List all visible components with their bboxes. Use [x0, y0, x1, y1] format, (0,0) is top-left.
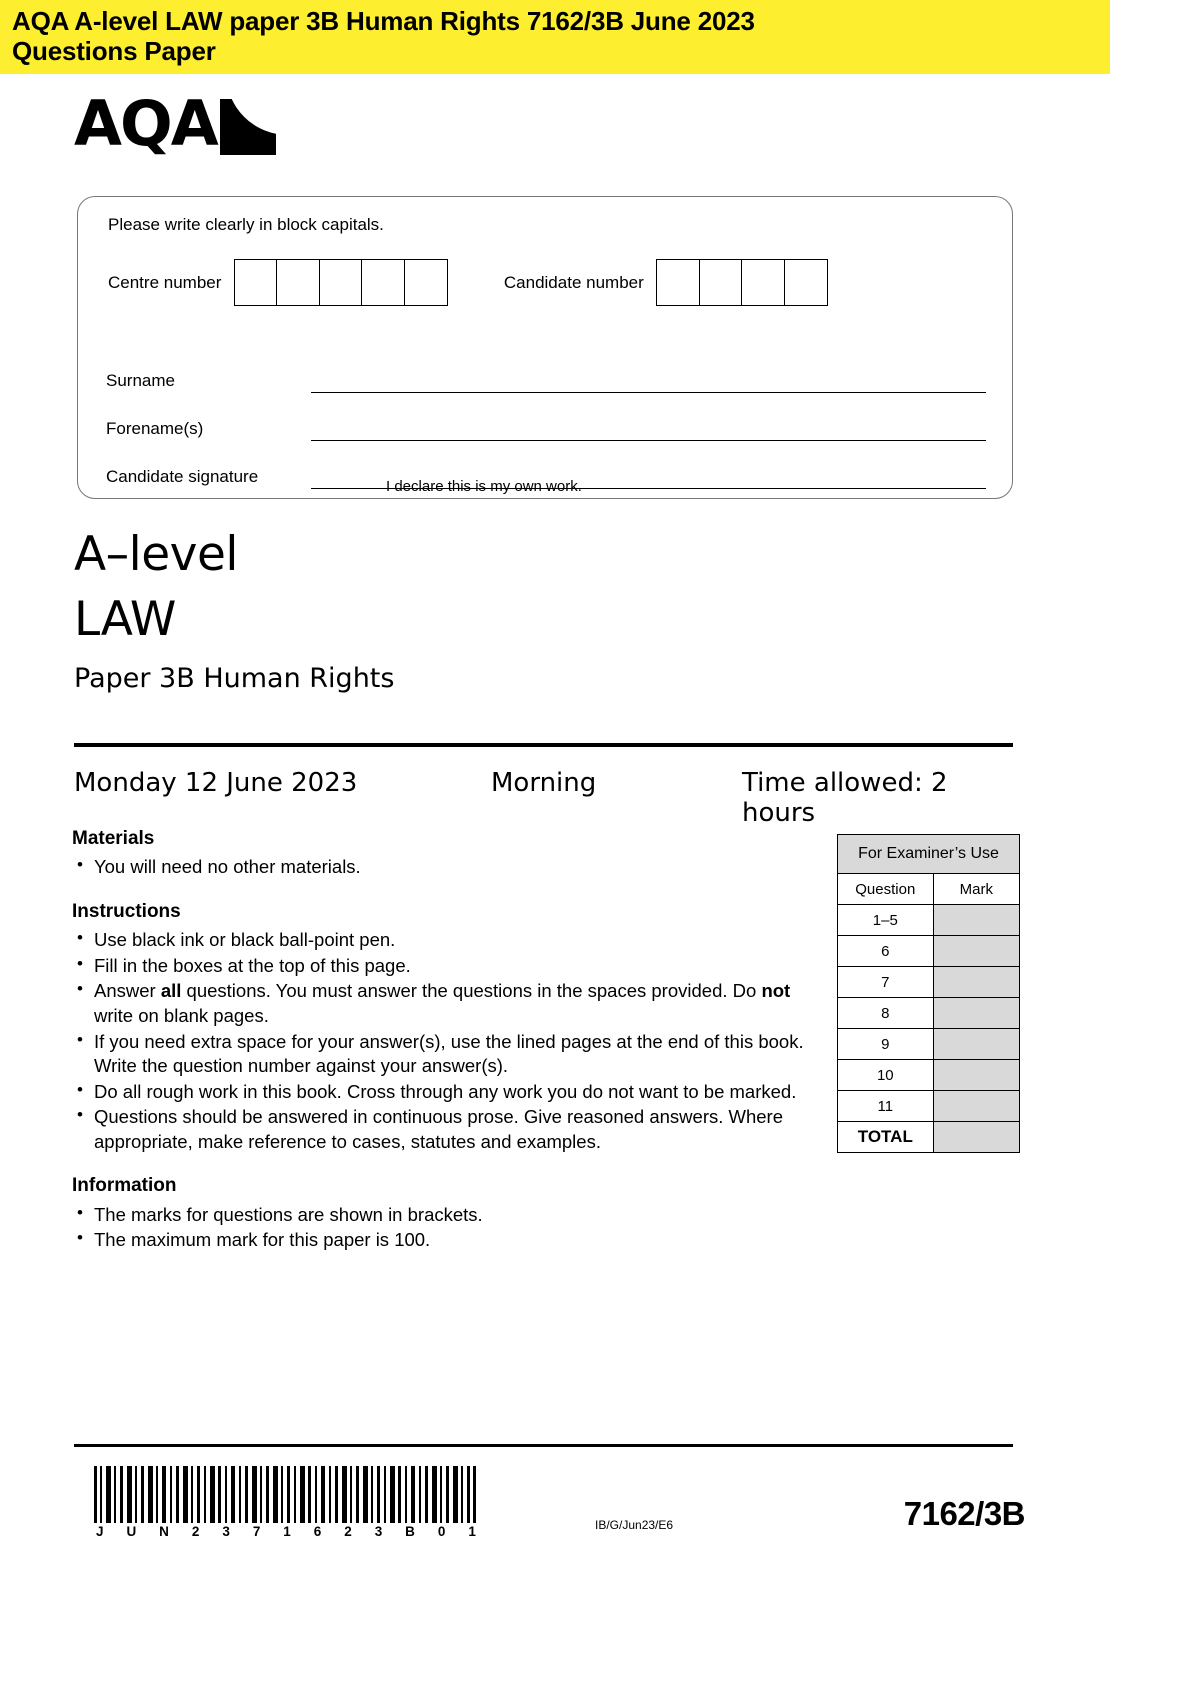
table-row: [838, 1029, 1020, 1060]
candidate-signature-label: Candidate signature: [106, 467, 259, 486]
candidate-number-group: [504, 259, 828, 306]
centre-number-label: Centre number: [108, 272, 222, 292]
table-row: [838, 936, 1020, 967]
centre-number-cell[interactable]: [361, 259, 405, 306]
barcode-char: 1: [468, 1524, 476, 1539]
highlighted-title-banner: [0, 0, 1110, 74]
question-label: 8: [838, 998, 934, 1029]
table-row: [838, 967, 1020, 998]
list-item: • You will need no other materials.: [72, 855, 812, 880]
mark-input[interactable]: [933, 936, 1019, 967]
surname-row: [106, 345, 986, 393]
materials-heading: Materials: [72, 828, 155, 849]
instructions-heading: Instructions: [72, 900, 181, 922]
list-item: • The marks for questions are shown in brackets.: [72, 1203, 812, 1228]
barcode-char: 1: [283, 1524, 291, 1539]
mark-input[interactable]: [933, 967, 1019, 998]
barcode-char: 7: [252, 1524, 261, 1539]
barcode-char: 6: [313, 1524, 322, 1539]
barcode-char: B: [405, 1524, 415, 1539]
footer-divider: [74, 1444, 1013, 1447]
barcode-char: U: [126, 1524, 137, 1539]
total-label: TOTAL: [838, 1122, 934, 1153]
list-item: • If you need extra space for your answer(s), use the lined pages at the end of this book. Write the question number against your answer(s).: [72, 1030, 812, 1079]
banner-line-2: Questions Paper: [12, 36, 216, 67]
barcode-char: N: [159, 1524, 169, 1539]
number-fields-row: [108, 259, 988, 306]
instructions-list: [72, 928, 812, 1154]
question-label: 11: [838, 1091, 934, 1122]
question-label: 7: [838, 967, 934, 998]
mark-input[interactable]: [933, 905, 1019, 936]
column-header-question: Question: [838, 874, 934, 905]
centre-number-cell[interactable]: [276, 259, 320, 306]
barcode-char: 2: [344, 1524, 352, 1539]
table-caption-row: [838, 835, 1020, 874]
list-item: • Questions should be answered in continuous prose. Give reasoned answers. Where appropriate, make reference to cases, statutes and examples.: [72, 1105, 812, 1154]
mark-input[interactable]: [933, 1091, 1019, 1122]
instructions-column: [72, 826, 812, 1254]
section-spacer: [72, 881, 812, 899]
mark-input[interactable]: [933, 1060, 1019, 1091]
header-divider: [74, 743, 1013, 747]
list-item: • Answer all questions. You must answer the questions in the spaces provided. Do not write on blank pages.: [72, 979, 812, 1028]
candidate-details-box: [77, 196, 1013, 499]
forename-input[interactable]: [311, 415, 986, 441]
paper-code: 7162/3B: [903, 1495, 1025, 1532]
list-item: • Use black ink or black ball-point pen.: [72, 928, 812, 953]
barcode-char: 3: [222, 1524, 230, 1539]
surname-label: Surname: [106, 371, 175, 390]
aqa-logo: [74, 87, 276, 160]
forename-row: [106, 393, 986, 441]
banner-line-1: AQA A-level LAW paper 3B Human Rights 7162/3B June 2023: [12, 6, 755, 36]
centre-number-input[interactable]: [235, 259, 448, 306]
total-mark-input[interactable]: [933, 1122, 1019, 1153]
candidate-number-cell[interactable]: [784, 259, 828, 306]
candidate-number-label: Candidate number: [503, 272, 644, 292]
table-total-row: [838, 1122, 1020, 1153]
block-capitals-instruction: Please write clearly in block capitals.: [108, 215, 384, 234]
barcode-image: [92, 1466, 478, 1523]
declaration-text: I declare this is my own work.: [386, 478, 582, 495]
question-label: 1–5: [838, 905, 934, 936]
forename-label: Forename(s): [106, 419, 204, 438]
candidate-number-cell[interactable]: [656, 259, 700, 306]
barcode-char: 0: [437, 1524, 446, 1539]
question-label: 10: [838, 1060, 934, 1091]
list-item: • Do all rough work in this book. Cross through any work you do not want to be marked.: [72, 1080, 812, 1105]
aqa-logo-text: AQA: [74, 87, 217, 160]
barcode-char: 3: [374, 1524, 383, 1539]
qualification-level: A–level: [74, 527, 238, 582]
candidate-number-cell[interactable]: [741, 259, 785, 306]
information-list: [72, 1203, 812, 1253]
exam-time-allowed: Time allowed: 2 hours: [742, 768, 948, 828]
centre-number-cell[interactable]: [404, 259, 448, 306]
centre-number-cell[interactable]: [319, 259, 363, 306]
exam-date: Monday 12 June 2023: [74, 768, 358, 798]
question-label: 6: [838, 936, 934, 967]
table-header-row: [838, 874, 1020, 905]
list-item: • Fill in the boxes at the top of this page.: [72, 954, 812, 979]
column-header-mark: Mark: [933, 874, 1019, 905]
barcode-text: [96, 1524, 476, 1539]
mark-input[interactable]: [933, 1029, 1019, 1060]
table-row: [838, 905, 1020, 936]
mark-input[interactable]: [933, 998, 1019, 1029]
table-row: [838, 998, 1020, 1029]
leaf-icon: [220, 99, 276, 155]
qualification-paper: Paper 3B Human Rights: [74, 663, 395, 694]
examiner-use-caption: For Examiner’s Use: [838, 835, 1020, 874]
barcode-char: 2: [191, 1524, 200, 1539]
section-spacer: [72, 1155, 812, 1173]
table-row: [838, 1091, 1020, 1122]
question-label: 9: [838, 1029, 934, 1060]
qualification-subject: LAW: [74, 592, 176, 647]
candidate-number-input[interactable]: [658, 259, 828, 306]
centre-number-cell[interactable]: [234, 259, 278, 306]
name-fields: [106, 345, 986, 489]
barcode-char: J: [96, 1524, 104, 1539]
information-heading: Information: [72, 1175, 177, 1197]
exam-session: Morning: [491, 768, 597, 798]
examiner-marks-table: [837, 834, 1020, 1153]
table-row: [838, 1060, 1020, 1091]
materials-list: [72, 855, 812, 880]
footer-reference: IB/G/Jun23/E6: [595, 1518, 674, 1532]
surname-input[interactable]: [311, 367, 986, 393]
candidate-number-cell[interactable]: [699, 259, 743, 306]
list-item: • The maximum mark for this paper is 100.: [72, 1228, 812, 1253]
